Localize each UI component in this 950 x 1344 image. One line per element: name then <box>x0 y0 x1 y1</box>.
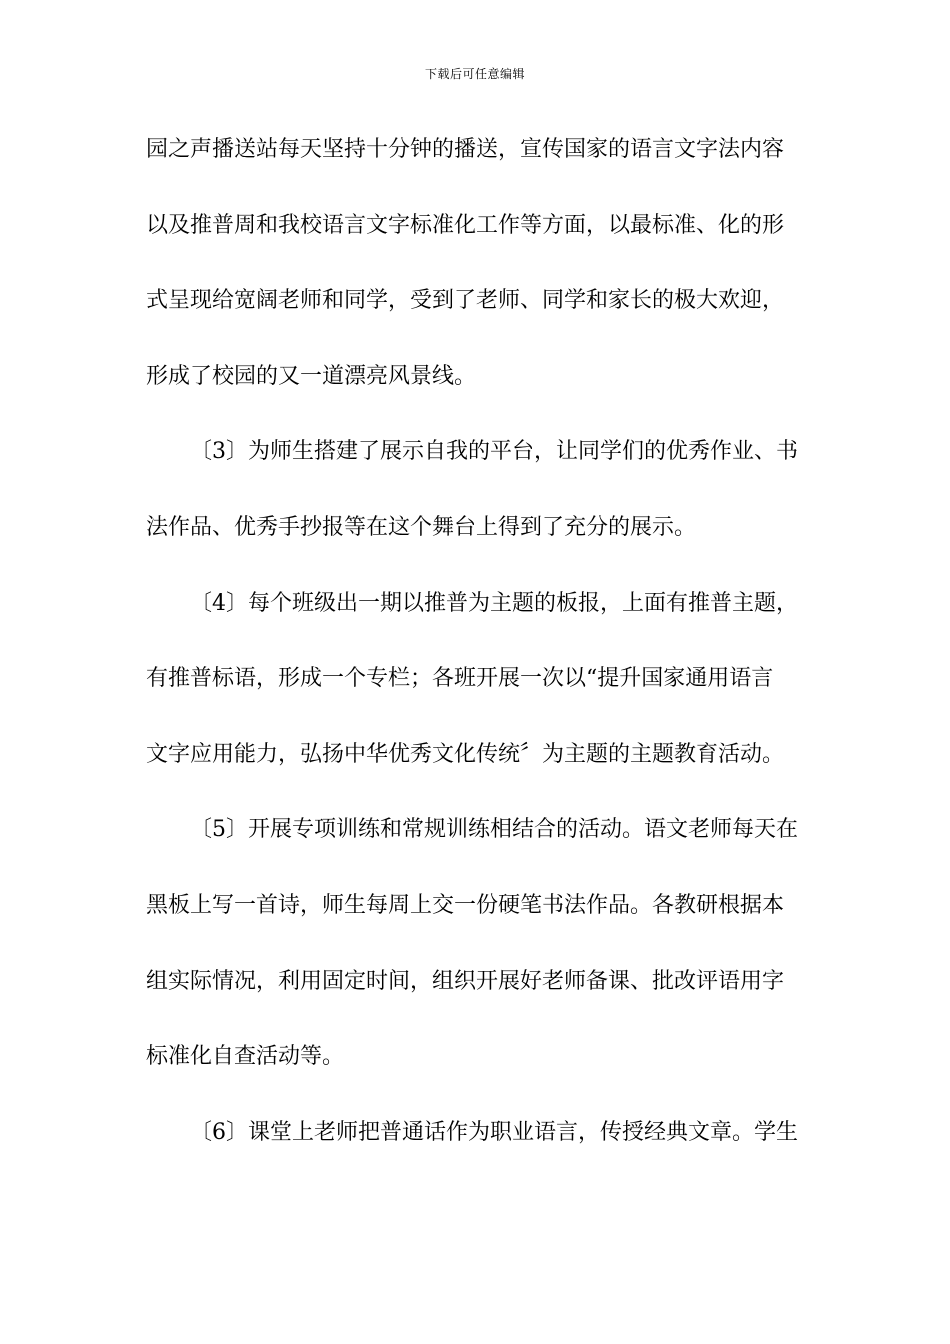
text-line: 法作品、优秀手抄报等在这个舞台上得到了充分的展示。 <box>146 514 697 540</box>
paragraph-first-line: 〔5〕开展专项训练和常规训练相结合的活动。语文老师每天在 <box>190 817 798 843</box>
text-line: 黑板上写一首诗，师生每周上交一份硬笔书法作品。各教研根据本 <box>146 892 785 918</box>
text-line: 形成了校园的又一道漂亮风景线。 <box>146 363 477 389</box>
text-line: 组实际情况，利用固定时间，组织开展好老师备课、批改评语用字 <box>146 968 785 994</box>
text-line: 以及推普周和我校语言文字标准化工作等方面，以最标准、化的形 <box>146 212 785 238</box>
text-line: 文字应用能力，弘扬中华优秀文化传统〞为主题的主题教育活动。 <box>146 741 785 767</box>
text-line: 有推普标语，形成一个专栏；各班开展一次以“提升国家通用语言 <box>146 666 774 692</box>
paragraph-first-line: 〔4〕每个班级出一期以推普为主题的板报，上面有推普主题， <box>190 590 798 616</box>
paragraph-first-line: 〔6〕课堂上老师把普通话作为职业语言，传授经典文章。学生 <box>190 1119 798 1145</box>
text-line: 园之声播送站每天坚持十分钟的播送，宣传国家的语言文字法内容 <box>146 137 785 162</box>
document-body <box>146 128 806 1186</box>
paragraph-first-line: 〔3〕为师生搭建了展示自我的平台，让同学们的优秀作业、书 <box>190 439 798 465</box>
text-line: 标准化自查活动等。 <box>146 1044 345 1070</box>
page-header: 下载后可任意编辑 <box>424 67 525 81</box>
text-line: 式呈现给宽阔老师和同学，受到了老师、同学和家长的极大欢迎， <box>146 288 785 314</box>
